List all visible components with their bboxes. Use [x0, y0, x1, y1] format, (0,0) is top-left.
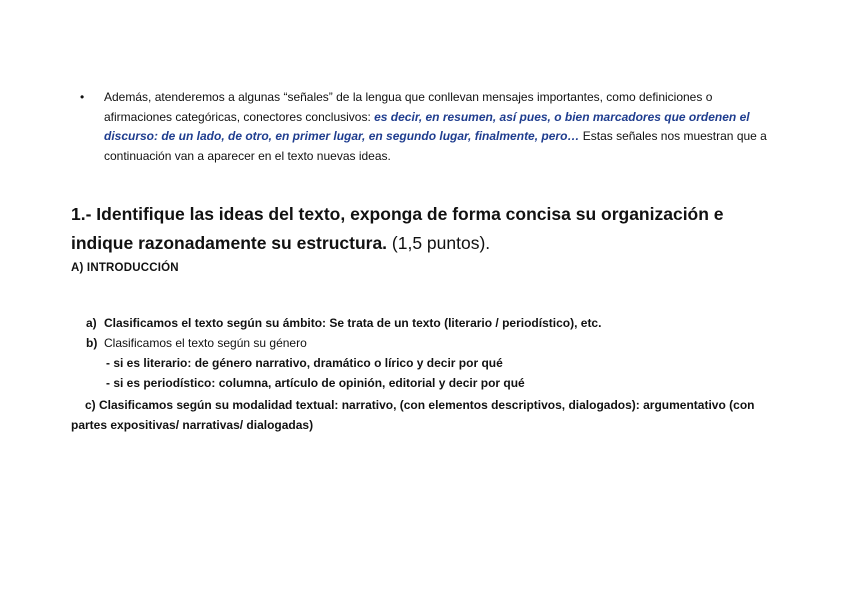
list-item-b: [86, 333, 776, 353]
list-item-c: c) Clasificamos según su modalidad textual: narrativo, (con elementos descriptivos, dialogados): argumentativo (con partes expositivas/ narrativas/ dialogadas): [71, 398, 755, 432]
bullet-text-before: Además, atenderemos a algunas “señales” de la lengua que conllevan mensajes importantes, como definiciones o afirmaciones categóricas, conectores conclusivos:: [104, 90, 713, 124]
question-points: (1,5 puntos).: [387, 233, 491, 253]
bullet-marker: •: [80, 90, 85, 104]
bullet-highlight-connectors: es decir, en resumen, así pues, o bien marcadores que ordenen el discurso: de un lado, de otro, en primer lugar, en segundo lugar, finalmente, pero…: [104, 109, 750, 143]
classification-list: [86, 313, 776, 393]
question-heading: [71, 200, 771, 258]
list-text-b: Clasificamos el texto según su género: [104, 336, 307, 350]
list-marker-a: a): [86, 316, 97, 330]
list-subitem-periodistico: - si es periodístico: columna, artículo de opinión, editorial y decir por qué: [106, 376, 525, 390]
list-item-a: [86, 313, 776, 333]
bullet-text: [104, 88, 770, 166]
question-text: 1.- Identifique las ideas del texto, exponga de forma concisa su organización e indique razonadamente su estructura.: [71, 204, 724, 253]
list-subitem-literario: - si es literario: de género narrativo, dramático o lírico y decir por qué: [106, 356, 503, 370]
list-marker-b: b): [86, 336, 98, 350]
section-heading: A) INTRODUCCIÓN: [71, 262, 179, 274]
bullet-paragraph: [80, 88, 770, 166]
bullet-text-after: Estas señales nos muestran que a continuación van a aparecer en el texto nuevas ideas.: [104, 129, 767, 163]
list-text-a: Clasificamos el texto según su ámbito: Se trata de un texto (literario / periodístico), etc.: [104, 316, 602, 330]
